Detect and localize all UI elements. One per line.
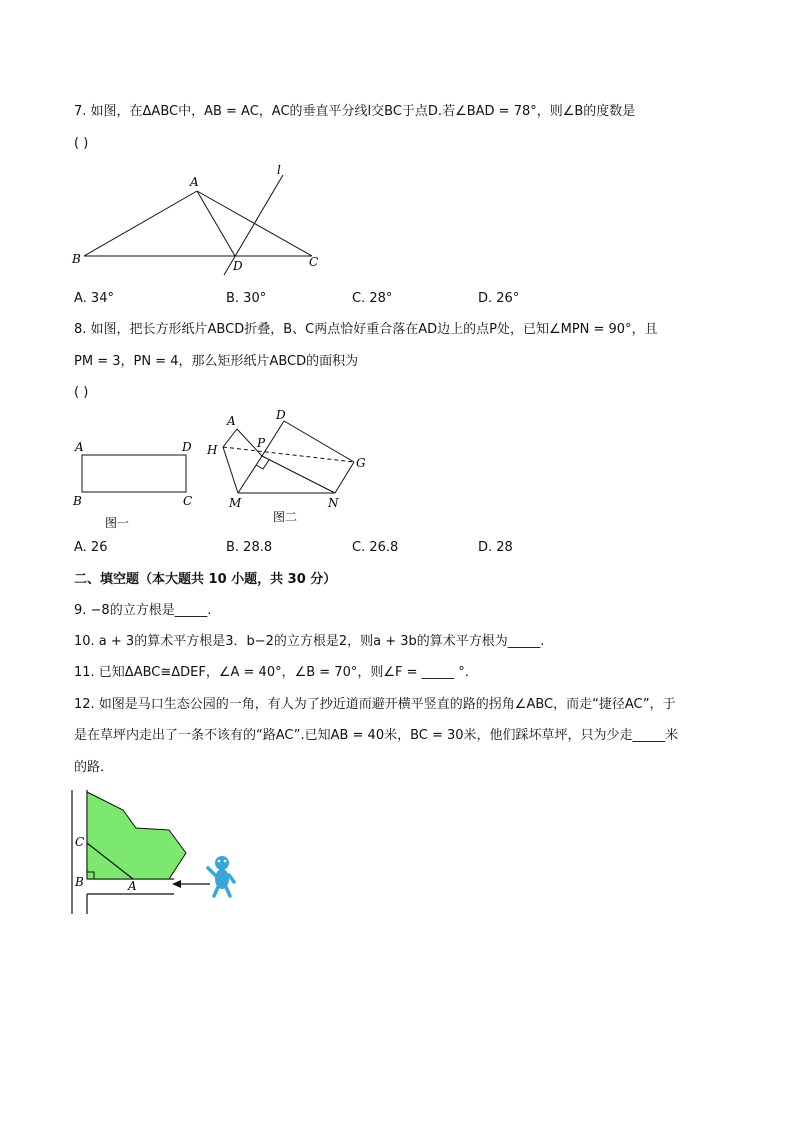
fig2-label-g: G: [356, 456, 366, 470]
q7-option-b[interactable]: B. 30°: [226, 291, 267, 306]
fig1-label-c: C: [183, 494, 193, 508]
q7-label-c: C: [309, 255, 319, 269]
person-icon: [208, 856, 234, 896]
q10-text: 10. a + 3的算术平方根是3．b−2的立方根是2，则a + 3b的算术平方根为_____.: [74, 634, 545, 649]
q7-option-a[interactable]: A. 34°: [74, 291, 114, 306]
q8-option-b[interactable]: B. 28.8: [226, 540, 273, 555]
q9-text: 9. −8的立方根是_____.: [74, 603, 212, 618]
q7-label-d: D: [233, 259, 243, 273]
fig2-label-n: N: [328, 496, 339, 510]
q12-line2: 是在草坪内走出了一条不该有的“路AC”.已知AB = 40米，BC = 30米，他们踩坏草坪，只为少走_____米: [74, 728, 679, 743]
fig2-caption: 图二: [273, 510, 298, 524]
fig1-label-d: D: [182, 440, 192, 454]
q7-option-c[interactable]: C. 28°: [352, 291, 393, 306]
q11-text: 11. 已知ΔABC≅ΔDEF，∠A = 40°，∠B = 70°，则∠F = _____ °.: [74, 665, 469, 680]
q8-figure-2: [200, 405, 380, 525]
q8-option-d[interactable]: D. 28: [478, 540, 513, 555]
q12-figure: [66, 786, 246, 918]
q7-label-l: l: [277, 163, 281, 177]
q8-stem-line2: PM = 3，PN = 4，那么矩形纸片ABCD的面积为: [74, 354, 359, 369]
fig1-label-a: A: [75, 440, 84, 454]
q8-option-c[interactable]: C. 26.8: [352, 540, 399, 555]
fig1-label-b: B: [73, 494, 82, 508]
fig2-label-p: P: [257, 436, 266, 450]
q8-answer-paren: ( ): [74, 385, 89, 400]
q12-line3: 的路．: [74, 760, 114, 775]
q12-line1: 12. 如图是马口生态公园的一角，有人为了抄近道而避开横平竖直的路的拐角∠ABC，而走“捷径AC”，于: [74, 697, 676, 712]
q8-option-a[interactable]: A. 26: [74, 540, 108, 555]
q12-label-b: B: [75, 875, 84, 889]
q7-label-a: A: [190, 175, 199, 189]
q8-stem-line1: 8. 如图，把长方形纸片ABCD折叠，B、C两点恰好重合落在AD边上的点P处，已知∠MPN = 90°，且: [74, 322, 658, 337]
q7-figure: [60, 160, 340, 280]
q12-label-a: A: [128, 879, 137, 893]
fig1-caption: 图一: [105, 516, 130, 530]
q7-stem: 7. 如图，在ΔABC中，AB = AC，AC的垂直平分线l交BC于点D.若∠BAD = 78°，则∠B的度数是: [74, 104, 636, 119]
fig2-label-a: A: [227, 414, 236, 428]
q12-label-c: C: [75, 835, 85, 849]
q8-figure-1: [70, 435, 210, 535]
q7-option-d[interactable]: D. 26°: [478, 291, 520, 306]
fig2-label-m: M: [229, 496, 242, 510]
fig2-label-h: H: [207, 443, 218, 457]
grass-lawn: [87, 792, 186, 879]
section-fill-in-title: 二、填空题（本大题共 10 小题，共 30 分）: [74, 572, 337, 587]
q7-label-b: B: [72, 252, 81, 266]
q7-answer-paren: ( ): [74, 136, 89, 151]
fig2-label-d: D: [276, 408, 286, 422]
